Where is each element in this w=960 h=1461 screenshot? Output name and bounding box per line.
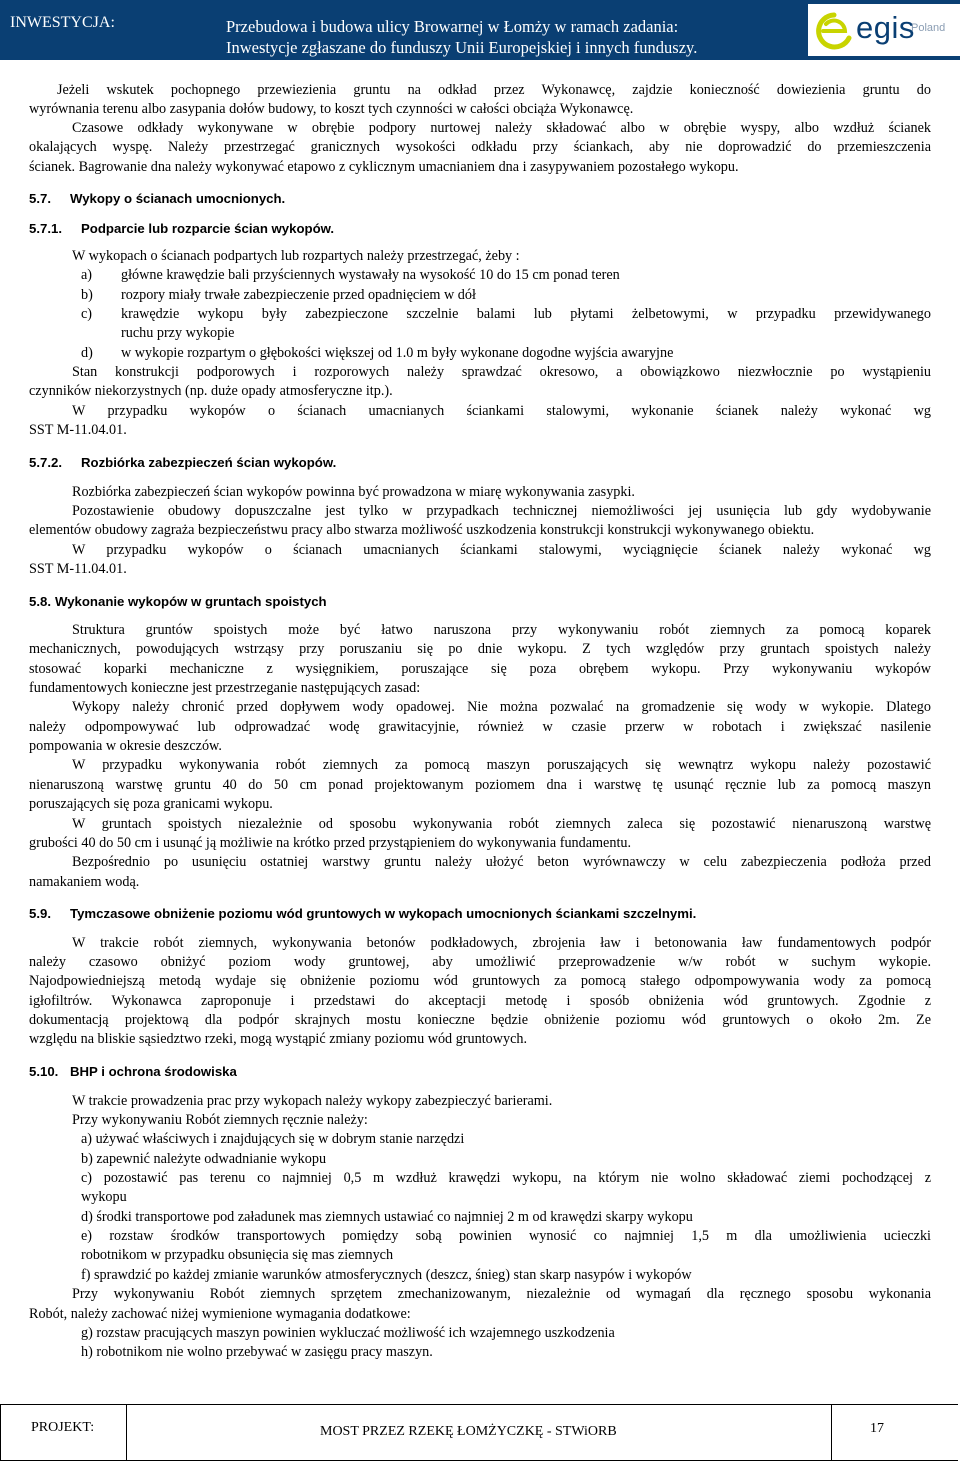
list-item: f) sprawdzić po każdej zmianie warunków atmosferycznych (deszcz, śnieg) stan skarp nasypów i wykopów [81,1267,692,1283]
paragraph-line: namakaniem wodą. [29,874,140,890]
paragraph-line: W gruntach spoistych niezależnie od sposobu wykonywania robót ziemnych zaleca się pozostawić nienaruszoną warstwę [72,816,931,832]
paragraph-line: czynników niekorzystnych (np. duże opady atmosferyczne itp.). [29,383,393,399]
paragraph-line: Przy wykonywaniu Robót ziemnych sprzętem zmechanizowanym, niezależnie od wymagań dla ręcznego sposobu wykonania [72,1286,931,1302]
list-item: g) rozstaw pracujących maszyn powinien wykluczać możliwość ich wzajemnego uszkodzenia [81,1325,615,1341]
list-item: krawędzie wykopu były zabezpieczone szczelnie balami lub płytami żelbetowymi, w przypadku przewidywanego [121,306,931,322]
paragraph-line: Czasowe odkłady wykonywane w obrębie podpory nurtowej należy składować albo w obrębie wyspy, albo wzdłuż ścianek [72,120,931,136]
paragraph-line: Przy wykonywaniu Robót ziemnych ręcznie należy: [72,1112,368,1128]
page-number: 17 [870,1421,884,1436]
paragraph-line: Robót, należy zachować niżej wymienione wymagania dodatkowe: [29,1306,411,1322]
heading-title: Podparcie lub rozparcie ścian wykopów. [81,221,335,236]
logo-country: Poland [911,22,946,34]
heading-title: Tymczasowe obniżenie poziomu wód gruntowych w wykopach umocnionych ściankami szczelnymi. [70,906,697,921]
heading-number: 5.7. [29,191,51,206]
list-item: wykopu [81,1189,127,1205]
paragraph-line: elementów obudowy zagraża bezpieczeństwu pracy albo stwarza możliwość uszkodzenia konstrukcji konstrukcji wykonywanego obiektu. [29,522,815,538]
list-item: robotnikom w przypadku obsunięcia się mas ziemnych [81,1247,394,1263]
paragraph-line: W przypadku wykonywania robót ziemnych za pomocą maszyn poruszających się wewnątrz wykopu należy pozostawić [72,757,931,773]
list-item: główne krawędzie bali przyściennych wystawały na wysokość 10 do 15 cm ponad teren [121,267,620,283]
section-heading-5-7-1 [29,219,931,238]
list-item: ruchu przy wykopie [121,325,235,341]
heading-title: Wykonanie wykopów w gruntach spoistych [55,594,327,609]
list-item: w wykopie rozpartym o głębokości większej od 1.0 m były wykonane dogodne wyjścia awaryjne [121,345,674,361]
paragraph-line: W przypadku wykopów o ścianach umacnianych ściankami stalowymi, wykonanie ścianek należy wykonać wg [72,403,931,419]
heading-number: 5.8. [29,594,51,609]
list-marker: b) [81,287,93,303]
paragraph-line: nienaruszoną warstwę gruntu 40 do 50 cm ponad projektowanym poziomem dna i warstwę tę usunąć ręcznie lub za pomocą maszyn [29,777,931,793]
section-heading-5-8 [29,592,931,611]
header-title [226,16,697,58]
list-item: rozpory miały trwałe zabezpieczenie przed opadnięciem w dół [121,287,476,303]
document-header [0,0,960,60]
paragraph-line: Struktura gruntów spoistych może być łatwo naruszona przy wykonywaniu robót ziemnych za pomocą koparek [72,622,931,638]
section-heading-5-10 [29,1062,931,1081]
paragraph-line: Rozbiórka zabezpieczeń ścian wykopów powinna być prowadzona w miarę wykonywania zasypki. [72,484,635,500]
paragraph-line: ścianek. Bagrowanie dna należy wykonywać etapowo z cyklicznym umacnianiem dna i zasypywaniem pozostałego wykopu. [29,159,739,175]
paragraph-line: względu na bliskie sąsiedztwo rzeki, mogą wystąpić zmiany poziomu wód gruntowych. [29,1031,528,1047]
paragraph-line: W trakcie robót ziemnych, wykonywania betonów podkładowych, zbrojenia ław i betonowania ław fundamentowych podpór [72,935,931,951]
paragraph-line: W przypadku wykopów o ścianach umacnianych ściankami stalowymi, wyciągnięcie ścianek należy wykonać wg [72,542,931,558]
paragraph-line: należy czasowo obniżyć poziom wody gruntowej, aby umożliwić przeprowadzenie w/w robót w suchym wykopie. [29,954,931,970]
section-heading-5-9 [29,904,931,923]
paragraph-line: SST M-11.04.01. [29,422,127,438]
paragraph-line: SST M-11.04.01. [29,561,127,577]
paragraph-line: igłofiltrów. Wykonawca zaproponuje i przedstawi do akceptacji metodę i sposób obniżenia wód gruntowych. Zgodnie z [29,993,931,1009]
paragraph-line: Jeżeli wskutek pochopnego przewiezienia gruntu na odkład przez Wykonawcę, zajdzie konieczność dowiezienia gruntu do [57,82,931,98]
paragraph-line: Stan konstrukcji podporowych i rozporowych należy sprawdzać okresowo, a obowiązkowo niezwłocznie po wystąpieniu [72,364,931,380]
paragraph-line: grubości 40 do 50 cm i usunąć ją możliwie na krótko przed przystąpieniem do wykonywania fundamentu. [29,835,632,851]
paragraph-line: W trakcie prowadzenia prac przy wykopach należy wykopy zabezpieczyć barierami. [72,1093,553,1109]
heading-number: 5.10. [29,1064,59,1079]
list-item: b) zapewnić należyte odwadnianie wykopu [81,1151,327,1167]
header-title-line1: Przebudowa i budowa ulicy Browarnej w Łomży w ramach zadania: [226,17,679,36]
header-title-line2: Inwestycje zgłaszane do funduszy Unii Europejskiej i innych funduszy. [226,38,698,57]
paragraph-line: Pozostawienie obudowy dopuszczalne jest tylko w przypadkach technicznej niemożliwości jej usunięcia lub gdy wydobywanie [72,503,931,519]
heading-title: Rozbiórka zabezpieczeń ścian wykopów. [81,455,337,470]
paragraph-line: Bezpośrednio po usunięciu ostatniej warstwy gruntu należy ułożyć beton wyrównawczy w celu zabezpieczenia podłoża przed [72,854,931,870]
paragraph-line: wyrównania terenu albo zasypania dołów budowy, to koszt tych czynności w całości obciąża Wykonawcę. [29,101,634,117]
paragraph-line: Najodpowiedniejszą metodą wydaje się obniżenie poziomu wód gruntowych za pomocą stałego odpompowywania wody za pomocą [29,973,931,989]
list-marker: d) [81,345,93,361]
project-label: PROJEKT: [31,1420,95,1435]
heading-number: 5.7.2. [29,455,62,470]
paragraph-line: poruszających się poza granicami wykopu. [29,796,273,812]
list-item: h) robotnikom nie wolno przebywać w zasięgu pracy maszyn. [81,1344,433,1360]
list-item: d) środki transportowe pod załadunek mas ziemnych ustawiać co najmniej 2 m od krawędzi skarpy wykopu [81,1209,693,1225]
heading-title: BHP i ochrona środowiska [70,1064,237,1079]
paragraph-line: W wykopach o ścianach podpartych lub rozpartych należy przestrzegać, żeby : [72,248,520,264]
section-heading-5-7 [29,189,931,208]
paragraph-line: należy odpompowywać lub odprowadzać wodę grawitacyjnie, również w czasie przerw w robotach i zwiększać nasilenie [29,719,931,735]
paragraph-line: stosować koparki mechaniczne z wysięgnikiem, poruszające się poza obrębem wykopu. Przy wykonywaniu wykopów [29,661,931,677]
paragraph-line: fundamentowych konieczne jest przestrzeganie następujących zasad: [29,680,421,696]
egis-logo-mark-icon [814,12,854,50]
paragraph-line: pompowania w okresie deszczów. [29,738,222,754]
paragraph-line: mechanicznych, powodujących wstrząsy przy poruszaniu się po dnie wykopu. Z tych względów przy gruntach spoistych należy [29,641,931,657]
list-marker: a) [81,267,93,283]
heading-number: 5.7.1. [29,221,62,236]
list-marker: c) [81,306,93,322]
list-item: a) używać właściwych i znajdujących się w dobrym stanie narzędzi [81,1131,465,1147]
investment-label: INWESTYCJA: [10,14,115,31]
heading-title: Wykopy o ścianach umocnionych. [70,191,286,206]
paragraph-line: Wykopy należy chronić przed dopływem wody opadowej. Nie można pozwalać na gromadzenie się wody w wykopie. Dlatego [72,699,931,715]
paragraph-line: okalających wyspę. Należy przestrzegać granicznych wysokości odkładu przy ściankach, aby nie doprowadzić do przemieszczenia [29,139,931,155]
section-heading-5-7-2 [29,453,931,472]
project-name: MOST PRZEZ RZEKĘ ŁOMŻYCZKĘ - STWiORB [320,1424,617,1439]
list-item: c) pozostawić pas terenu co najmniej 0,5 m wzdłuż krawędzi wykopu, na którym nie wolno składować ziemi pochodzącej z [81,1170,931,1186]
logo-name: egis [856,10,915,45]
document-footer [0,1404,958,1461]
heading-number: 5.9. [29,906,51,921]
paragraph-line: dokumentacją projektową dla podpór skrajnych mostu konieczne będzie obniżenie poziomu wód gruntowych o około 2m. Ze [29,1012,931,1028]
egis-logo [808,4,960,56]
list-item: e) rozstaw środków transportowych pomiędzy sobą powinien wynosić co najmniej 1,5 m dla umożliwienia ucieczki [81,1228,931,1244]
